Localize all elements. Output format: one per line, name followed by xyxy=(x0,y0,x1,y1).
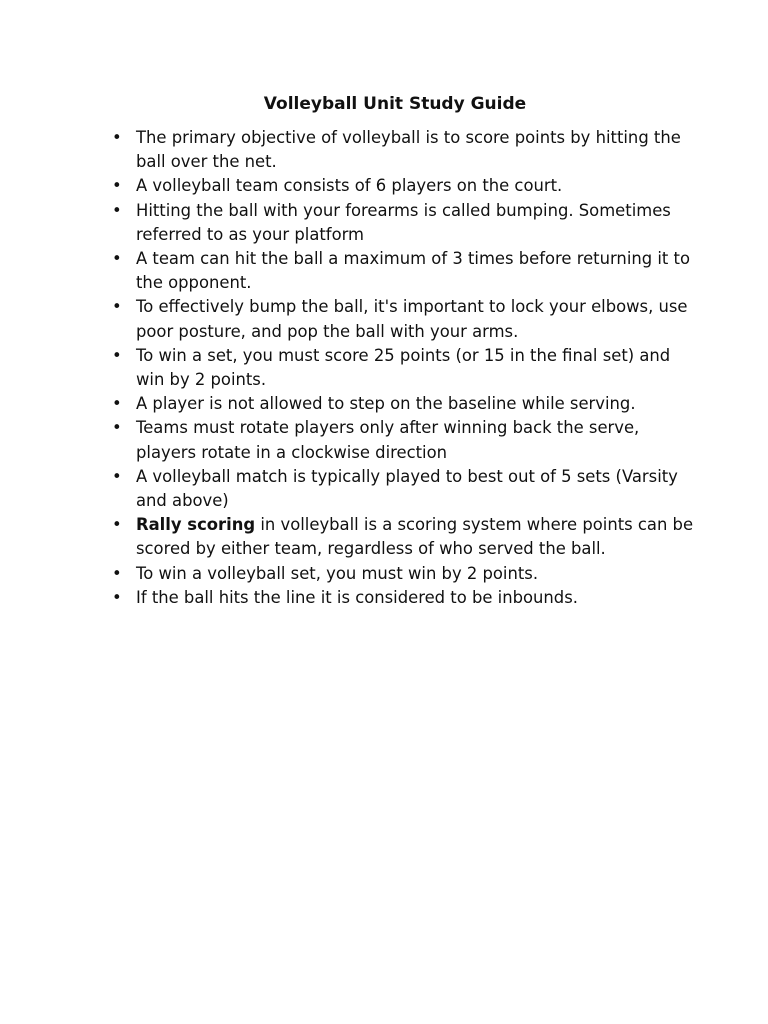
list-item: • To win a volleyball set, you must win by 2 points. xyxy=(136,562,696,586)
rally-scoring-text: in volleyball is a scoring system where points can be scored by either team, regardless of who served the ball. xyxy=(136,515,694,559)
document-title: Volleyball Unit Study Guide xyxy=(263,94,527,114)
list-item: • Teams must rotate players only after winning back the serve, players rotate in a clockwise direction xyxy=(136,416,696,464)
list-item: • A volleyball team consists of 6 players on the court. xyxy=(136,174,696,198)
list-item: • If the ball hits the line it is considered to be inbounds. xyxy=(136,586,696,610)
list-item: • A team can hit the ball a maximum of 3 times before returning it to the opponent. xyxy=(136,247,696,295)
rally-scoring-term: Rally scoring xyxy=(136,515,256,535)
list-item: • To win a set, you must score 25 points (or 15 in the final set) and win by 2 points. xyxy=(136,344,696,392)
study-guide-list xyxy=(136,126,696,610)
list-item: • The primary objective of volleyball is to score points by hitting the ball over the net. xyxy=(136,126,696,174)
list-item: • A player is not allowed to step on the baseline while serving. xyxy=(136,392,696,416)
list-item: • To effectively bump the ball, it's important to lock your elbows, use poor posture, and pop the ball with your arms. xyxy=(136,295,696,343)
list-item xyxy=(136,513,696,561)
list-item: • Hitting the ball with your forearms is called bumping. Sometimes referred to as your platform xyxy=(136,199,696,247)
list-item: • A volleyball match is typically played to best out of 5 sets (Varsity and above) xyxy=(136,465,696,513)
